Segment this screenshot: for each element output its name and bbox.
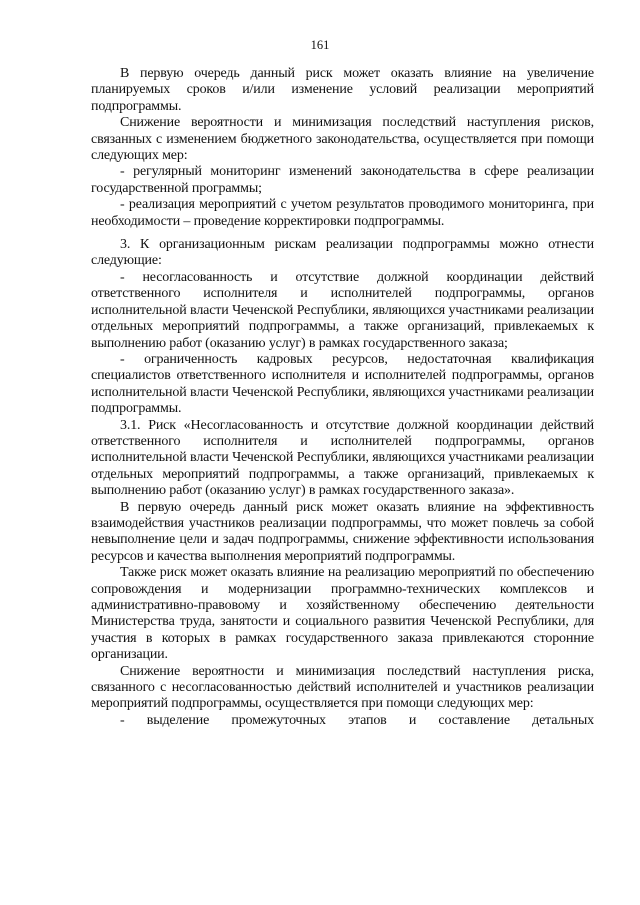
paragraph: В первую очередь данный риск может оказать влияние на эффективность взаимодействия участников реализации подпрограммы, что может повлечь за собой невыполнение цели и задач подпрограммы, снижение эффективности использования ресурсов и качества выполнения мероприятий подпрограммы.	[91, 499, 594, 564]
page-body	[91, 66, 594, 729]
paragraph: Снижение вероятности и минимизация последствий наступления рисков, связанных с изменением бюджетного законодательства, осуществляется при помощи следующих мер:	[91, 115, 594, 164]
subsection-heading: 3.1. Риск «Несогласованность и отсутствие должной координации действий ответственного исполнителя и исполнителей подпрограммы, органов исполнительной власти Чеченской Республики, являющихся участниками реализации отдельных мероприятий подпрограммы, а также организаций, привлекаемых к выполнению работ (оказанию услуг) в рамках государственного заказа».	[91, 417, 594, 499]
list-item: - реализация мероприятий с учетом результатов проводимого мониторинга, при необходимости – проведение корректировки подпрограммы.	[91, 197, 594, 229]
paragraph: В первую очередь данный риск может оказать влияние на увеличение планируемых сроков и/или изменение условий реализации мероприятий подпрограммы.	[91, 66, 594, 114]
list-item: - несогласованность и отсутствие должной координации действий ответственного исполнителя и исполнителей подпрограммы, органов исполнительной власти Чеченской Республики, являющихся участниками реализации отдельных мероприятий подпрограммы, а также организаций, привлекаемых к выполнению работ (оказанию услуг) в рамках государственного заказа;	[91, 269, 594, 351]
list-item: - регулярный мониторинг изменений законодательства в сфере реализации государственной программы;	[91, 164, 594, 196]
section-heading: 3. К организационным рискам реализации подпрограммы можно отнести следующие:	[91, 237, 594, 269]
paragraph: Также риск может оказать влияние на реализацию мероприятий по обеспечению сопровождения и модернизации программно-технических комплексов и административно-правовому и хозяйственному обеспечению деятельности Министерства труда, занятости и социального развития Чеченской Республики, для участия в которых в рамках государственного заказа привлекаются сторонние организации.	[91, 565, 594, 663]
list-item: - выделение промежуточных этапов и составление детальных	[120, 712, 594, 728]
list-item: - ограниченность кадровых ресурсов, недостаточная квалификация специалистов ответственного исполнителя и исполнителей подпрограммы, органов исполнительной власти Чеченской Республики, являющихся участниками реализации подпрограммы.	[91, 351, 594, 417]
paragraph: Снижение вероятности и минимизация последствий наступления риска, связанного с несогласованностью действий исполнителей и участников реализации мероприятий подпрограммы, осуществляется при помощи следующих мер:	[91, 663, 594, 712]
page-number: 161	[310, 38, 330, 52]
